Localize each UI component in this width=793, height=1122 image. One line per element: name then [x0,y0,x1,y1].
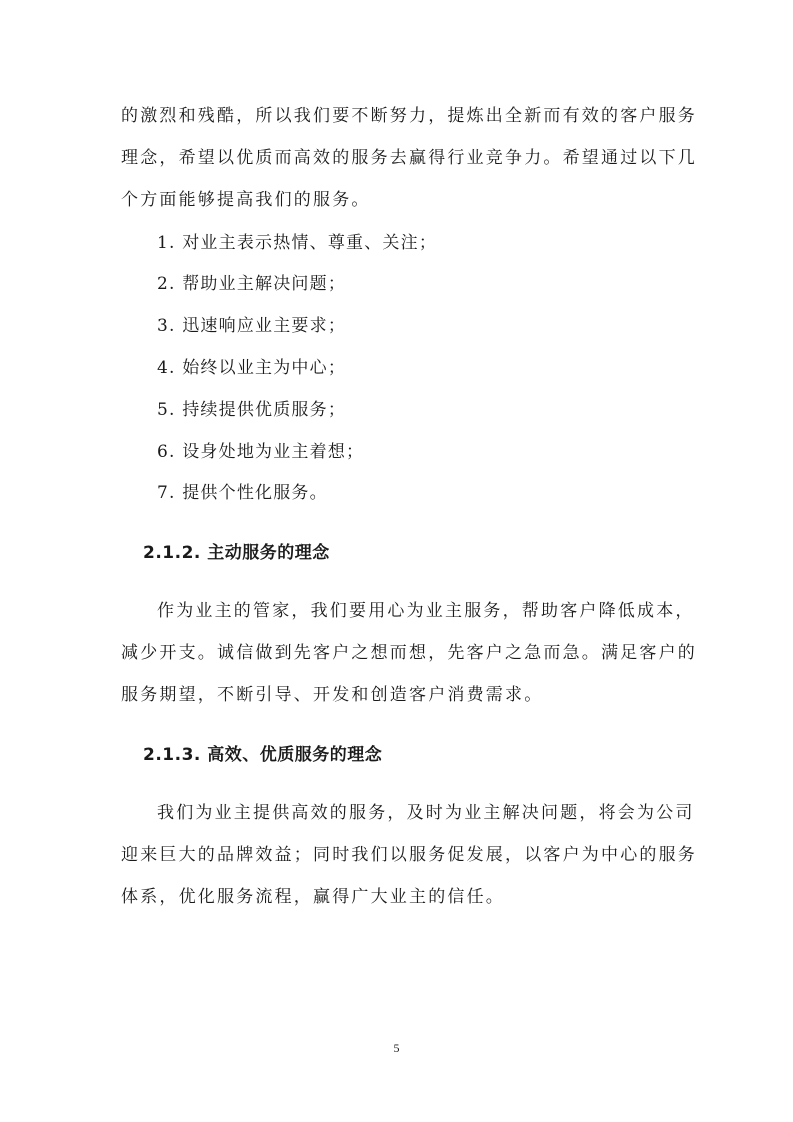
list-item: 5. 持续提供优质服务； [157,400,347,420]
section2-line-3: 体系，优化服务流程，赢得广大业主的信任。 [121,887,505,907]
list-item: 3. 迅速响应业主要求； [157,316,347,336]
list-item: 1. 对业主表示热情、尊重、关注； [157,233,438,253]
page-number: 5 [393,1041,400,1055]
section1-line-2: 减少开支。诚信做到先客户之想而想，先客户之急而急。满足客户的 [121,643,697,663]
list-item: 2. 帮助业主解决问题； [157,274,347,294]
section1-line-1: 作为业主的管家，我们要用心为业主服务，帮助客户降低成本， [157,601,695,621]
section2-line-2: 迎来巨大的品牌效益；同时我们以服务促发展，以客户为中心的服务 [121,845,697,865]
intro-line-1: 的激烈和残酷，所以我们要不断努力，提炼出全新而有效的客户服务 [121,106,697,126]
section2-line-1: 我们为业主提供高效的服务，及时为业主解决问题，将会为公司 [157,803,695,823]
section1-line-3: 服务期望，不断引导、开发和创造客户消费需求。 [121,685,544,705]
section-heading-2-1-3: 2.1.3. 高效、优质服务的理念 [143,745,383,765]
list-item: 4. 始终以业主为中心； [157,358,347,378]
intro-line-3: 个方面能够提高我们的服务。 [121,190,371,210]
list-item: 7. 提供个性化服务。 [157,483,328,503]
intro-line-2: 理念，希望以优质而高效的服务去赢得行业竞争力。希望通过以下几 [121,148,697,168]
section-heading-2-1-2: 2.1.2. 主动服务的理念 [143,543,330,563]
list-item: 6. 设身处地为业主着想； [157,442,365,462]
